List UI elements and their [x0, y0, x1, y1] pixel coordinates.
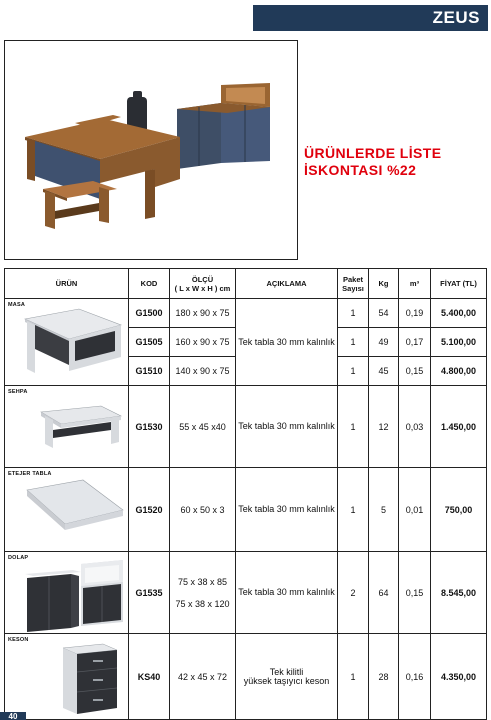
cabinet-icon [5, 552, 129, 634]
description: Tek tabla 30 mm kalınlık [236, 552, 338, 634]
table-header-row [5, 269, 487, 299]
discount-line-2: İSKONTASI %22 [304, 162, 417, 178]
price: 5.400,00 [431, 299, 487, 328]
dimensions: 140 x 90 x 75 [170, 357, 236, 386]
coffee-table-icon [5, 386, 129, 468]
volume: 0,17 [399, 328, 431, 357]
shelf-board-icon [5, 468, 129, 552]
brand-header [253, 5, 488, 31]
package-count: 2 [338, 552, 369, 634]
description-line-2: yüksek taşıyıcı keson [243, 675, 330, 686]
volume: 0,16 [399, 634, 431, 720]
col-header-price: FİYAT (TL) [431, 269, 487, 299]
table-row [5, 299, 487, 328]
col-header-code: KOD [129, 269, 170, 299]
weight: 45 [369, 357, 399, 386]
product-image-shelf-board [5, 468, 129, 552]
office-set-illustration [5, 41, 298, 260]
product-code: KS40 [129, 634, 170, 720]
drawer-unit-icon [5, 634, 129, 720]
weight: 54 [369, 299, 399, 328]
price: 1.450,00 [431, 386, 487, 468]
description: Tek tabla 30 mm kalınlık [236, 468, 338, 552]
volume: 0,01 [399, 468, 431, 552]
table-row [5, 386, 487, 468]
product-code: G1510 [129, 357, 170, 386]
weight: 5 [369, 468, 399, 552]
product-image-desk [5, 299, 129, 386]
discount-line-1: ÜRÜNLERDE LİSTE [304, 145, 442, 161]
price: 4.350,00 [431, 634, 487, 720]
description [236, 634, 338, 720]
col-header-dimensions-line2: ( L x W x H ) cm [174, 283, 231, 293]
table-row [5, 468, 487, 552]
package-count: 1 [338, 468, 369, 552]
description: Tek tabla 30 mm kalınlık [236, 386, 338, 468]
col-header-product: ÜRÜN [5, 269, 129, 299]
weight: 12 [369, 386, 399, 468]
product-code: G1505 [129, 328, 170, 357]
dimensions: 55 x 45 x40 [170, 386, 236, 468]
package-count: 1 [338, 386, 369, 468]
dimensions: 180 x 90 x 75 [170, 299, 236, 328]
volume: 0,15 [399, 552, 431, 634]
table-row [5, 634, 487, 720]
product-image-cabinet [5, 552, 129, 634]
dimensions-option-2: 75 x 38 x 120 [175, 598, 230, 609]
category-label: KESON [8, 637, 29, 643]
price-table [4, 268, 487, 720]
col-header-volume: m³ [399, 269, 431, 299]
description-line-1: Tek kilitli [269, 666, 304, 677]
volume: 0,15 [399, 357, 431, 386]
weight: 49 [369, 328, 399, 357]
category-label: SEHPA [8, 389, 28, 395]
price: 750,00 [431, 468, 487, 552]
hero-product-image [4, 40, 298, 260]
package-count: 1 [338, 299, 369, 328]
product-code: G1500 [129, 299, 170, 328]
dimensions: 60 x 50 x 3 [170, 468, 236, 552]
desk-icon [5, 299, 129, 386]
package-count: 1 [338, 634, 369, 720]
dimensions: 42 x 45 x 72 [170, 634, 236, 720]
description: Tek tabla 30 mm kalınlık [236, 299, 338, 386]
dimensions-option-1: 75 x 38 x 85 [177, 576, 228, 587]
price: 4.800,00 [431, 357, 487, 386]
dimensions: 160 x 90 x 75 [170, 328, 236, 357]
col-header-dimensions [170, 269, 236, 299]
brand-title: ZEUS [432, 8, 480, 27]
product-code: G1530 [129, 386, 170, 468]
weight: 64 [369, 552, 399, 634]
col-header-weight: Kg [369, 269, 399, 299]
col-header-package-line2: Sayısı [342, 283, 364, 293]
product-image-drawer-unit [5, 634, 129, 720]
category-label: MASA [8, 302, 25, 308]
weight: 28 [369, 634, 399, 720]
col-header-package-line1: Paket [342, 274, 363, 284]
table-row [5, 552, 487, 634]
package-count: 1 [338, 328, 369, 357]
col-header-description: AÇIKLAMA [236, 269, 338, 299]
product-code: G1535 [129, 552, 170, 634]
product-code: G1520 [129, 468, 170, 552]
category-label: DOLAP [8, 555, 29, 561]
volume: 0,03 [399, 386, 431, 468]
price: 5.100,00 [431, 328, 487, 357]
dimensions [170, 552, 236, 634]
price: 8.545,00 [431, 552, 487, 634]
col-header-package [338, 269, 369, 299]
discount-notice [304, 145, 484, 179]
product-image-coffee-table [5, 386, 129, 468]
col-header-dimensions-line1: ÖLÇÜ [191, 274, 214, 284]
page-number: 40 [0, 712, 26, 720]
volume: 0,19 [399, 299, 431, 328]
package-count: 1 [338, 357, 369, 386]
category-label: ETEJER TABLA [8, 471, 52, 477]
